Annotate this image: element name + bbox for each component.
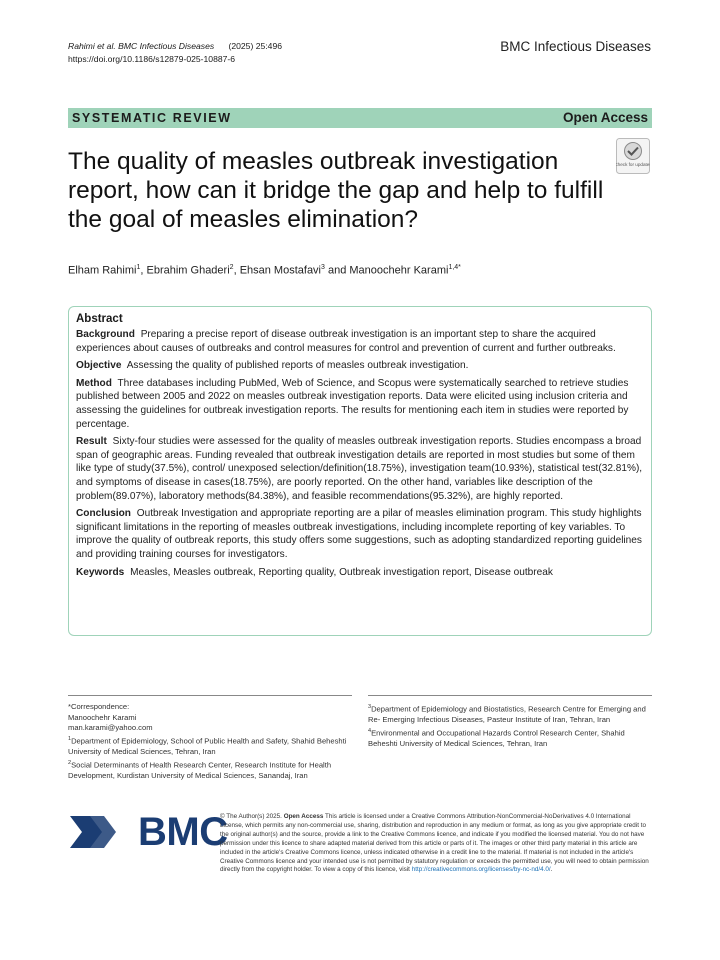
bmc-logo-icon xyxy=(68,812,128,852)
citation-authors: Rahimi et al. BMC Infectious Diseases xyxy=(68,41,215,51)
abstract-keywords xyxy=(76,566,644,580)
affiliation-2: $^2$Social Determinants of Health Research Center, Research Institute for Health Development, Kurdistan University of Medical Sciences, Sanandaj, Iran xyxy=(68,759,332,780)
section-text: Sixty-four studies were assessed for the quality of measles outbreak investigation reports. Studies encompass a broad span of geographic areas. Funding revealed that outbreak investigation details are reported in most studies but some of them like type of study(37.5%), control/ unexposed selection/definition(18.75%), investigation team(10.93%), statistical test(32.81%), and symptoms of disease in cases(18.75%), are poorly reported. On the other hand, variables like description of the problem(89.07%), laboratory methods(84.38%), and feasible recommendations(95.32%), are highly reported. xyxy=(76,436,643,502)
article-type: SYSTEMATIC REVIEW xyxy=(72,111,232,125)
correspondence-name: Manoochehr Karami xyxy=(68,712,137,722)
crossmark-label: Check for updates xyxy=(616,162,650,167)
author-list xyxy=(68,264,461,277)
doi-link[interactable]: https://doi.org/10.1186/s12879-025-10887-6 xyxy=(68,54,236,64)
affiliation-4: $^4$Environmental and Occupational Hazards Control Research Center, Shahid Beheshti University of Medical Sciences, Tehran, Iran xyxy=(368,727,625,748)
author-separator: , xyxy=(140,264,147,277)
section-label: Keywords xyxy=(76,566,125,578)
affiliation-1: $^1$Department of Epidemiology, School of Public Health and Safety, Shahid Beheshti University of Medical Sciences, Tehran, Iran xyxy=(68,735,347,756)
footnote-divider xyxy=(68,695,352,696)
section-text: Preparing a precise report of disease outbreak investigation is an important step to share the acquired experiences about causes of outbreaks and control measures for control and prevention of current and further outbreaks. xyxy=(76,329,616,354)
check-for-updates-badge[interactable] xyxy=(616,138,650,174)
license-link[interactable]: http://creativecommons.org/licenses/by-nc-nd/4.0/ xyxy=(411,866,551,874)
author-separator: , xyxy=(233,264,240,277)
section-label: Conclusion xyxy=(76,508,131,520)
author-affiliation: 1,4* xyxy=(448,264,461,271)
author-affiliation: 1 xyxy=(136,264,141,271)
author-name[interactable]: Manoochehr Karami xyxy=(349,264,449,277)
bmc-logo-text: BMC xyxy=(138,810,228,854)
footnote-divider xyxy=(368,695,652,696)
citation-volume: (2025) 25:496 xyxy=(228,41,282,51)
abstract-background xyxy=(76,328,644,355)
abstract-conclusion xyxy=(76,507,644,561)
author-name[interactable]: Elham Rahimi xyxy=(68,264,137,277)
author-affiliation: 3 xyxy=(321,264,325,271)
author-affiliation: 2 xyxy=(229,264,234,271)
abstract-result xyxy=(76,435,644,503)
affiliation-3: $^3$Department of Epidemiology and Biostatistics, Research Centre for Emerging and Re- Emerging Infectious Diseases, Pasteur Institute of Iran, Tehran, Iran xyxy=(368,704,646,725)
open-access-bold: Open Access xyxy=(283,813,324,820)
correspondence-email[interactable]: man.karami@yahoo.com xyxy=(68,723,153,733)
abstract-box xyxy=(68,306,652,636)
bmc-logo xyxy=(68,810,228,857)
author-separator: and xyxy=(324,264,350,277)
footnotes-right xyxy=(368,702,652,749)
author-name[interactable]: Ebrahim Ghaderi xyxy=(146,264,230,277)
abstract-heading: Abstract xyxy=(76,313,123,325)
section-label: Objective xyxy=(76,360,122,372)
open-access-label: Open Access xyxy=(562,110,648,125)
running-header xyxy=(68,40,282,66)
copyright: © The Author(s) 2025. xyxy=(220,813,282,820)
license-text: © The Author(s) 2025. Open Access This article is licensed under a Creative Commons Attribution-NonCommercial-NoDerivatives 4.0 International License, which permits any non-commercial use, sharing, distribution and reproduction in any medium or format, as long as you give appropriate credit to the original author(s) and the source, provide a link to the Creative Commons licence, and indicate if you modified the licensed material. You do not have permission under this licence to share adapted material derived from this article or parts of it. The images or other third party material in this article are included in the article's Creative Commons licence, unless indicated otherwise in a credit line to the material. If material is not included in the article's Creative Commons licence and your intended use is not permitted by statutory regulation or exceeds the permitted use, you will need to obtain permission directly from the copyright holder. To view a copy of this licence, visit http://creativecommons.org/licenses/by-nc-nd/4.0/. xyxy=(220,813,649,874)
article-type-banner xyxy=(68,108,652,128)
crossmark-icon xyxy=(616,138,650,174)
abstract-method xyxy=(76,377,644,431)
author-name[interactable]: Ehsan Mostafavi xyxy=(239,264,322,277)
section-text: Measles, Measles outbreak, Reporting quality, Outbreak investigation report, Disease outbreak xyxy=(130,566,553,578)
section-text: Three databases including PubMed, Web of Science, and Scopus were systematically searched to retrieve studies published between 2005 and 2022 on measles outbreak investigation reports. Data were elicited using inclusion criteria and assessing the guidelines for outbreak investigation reports. The results for mentioning each item in studies were reported by percentage. xyxy=(76,377,629,430)
abstract-objective xyxy=(76,359,644,373)
section-label: Result xyxy=(76,436,107,448)
section-text: Assessing the quality of published reports of measles outbreak investigation. xyxy=(126,360,469,372)
section-text: Outbreak Investigation and appropriate reporting are a pilar of measles elimination program. This study highlights significant limitations in the reporting of measles outbreak investigations, including incomplete reporting of key variables. To improve the quality of outbreak reports, this study offers some suggestions, such as adopting standardized reporting guidelines and providing training courses for investigators. xyxy=(76,508,642,560)
journal-name: BMC Infectious Diseases xyxy=(500,39,651,54)
article-title: The quality of measles outbreak investigation report, how can it bridge the gap and help to fulfill the goal of measles elimination? xyxy=(68,148,604,233)
correspondence-label: *Correspondence: xyxy=(68,702,130,711)
section-label: Method xyxy=(76,377,112,389)
footnotes-left xyxy=(68,702,358,781)
license-body: This article is licensed under a Creative Commons Attribution-NonCommercial-NoDerivatives 4.0 International License, which permits any non-commercial use, sharing, distribution and reproduction in any medium or format, as long as you give appropriate credit to the original author(s) and the source, provide a link to the Creative Commons licence, and indicate if you modified the licensed material. You do not have permission under this licence to share adapted material derived from this article or parts of it. The images or other third party material in this article are included in the article's Creative Commons licence, unless indicated otherwise in a credit line to the material. If material is not included in the article's Creative Commons licence and your intended use is not permitted by statutory regulation or exceeds the permitted use, you will need to obtain permission directly from the copyright holder. To view a copy of this licence, visit xyxy=(220,813,649,874)
section-label: Background xyxy=(76,329,135,340)
